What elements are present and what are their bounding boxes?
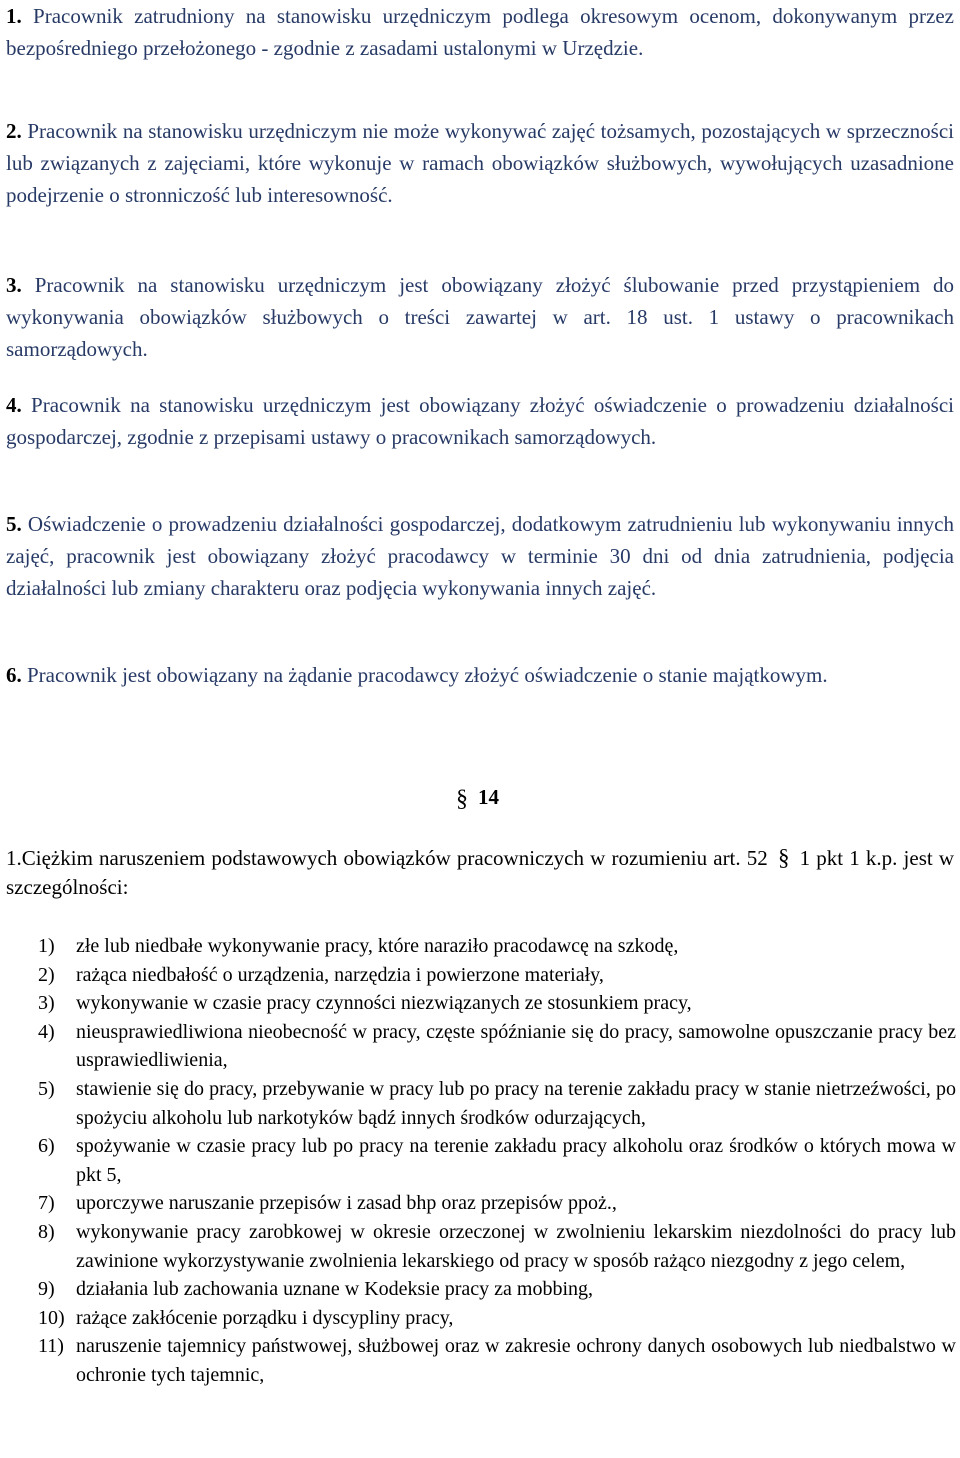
paragraph-number: 6. <box>6 663 22 687</box>
paragraph-text: Pracownik na stanowisku urzędniczym jest obowiązany złożyć oświadczenie o prowadzeniu działalności gospodarczej, zgodnie z przepisami ustawy o pracownikach samorządowych. <box>6 393 954 449</box>
list-item-number: 5) <box>38 1077 55 1100</box>
list-item-text: złe lub niedbałe wykonywanie pracy, które naraziło pracodawcę na szkodę, <box>76 935 679 957</box>
intro-text-after: 1 pkt 1 k.p. jest w szczególności: <box>6 846 955 899</box>
paragraph-3 <box>6 269 954 365</box>
list-item-number: 10) <box>38 1306 65 1329</box>
list-item-text: rażąca niedbałość o urządzenia, narzędzia i powierzone materiały, <box>76 963 604 986</box>
list-item-number: 6) <box>38 1135 55 1158</box>
list-item-number: 4) <box>38 1020 55 1043</box>
paragraph-6 <box>6 659 954 691</box>
list-item-number: 3) <box>38 992 55 1015</box>
list-item-text: nieusprawiedliwiona nieobecność w pracy, częste spóźnianie się do pracy, samowolne opuszczanie pracy bez usprawiedliwienia, <box>76 1020 956 1072</box>
list-item-number: 7) <box>38 1192 55 1215</box>
paragraph-text: Pracownik na stanowisku urzędniczym nie może wykonywać zajęć tożsamych, pozostających w sprzeczności lub związanych z zajęciami, które wykonuje w ramach obowiązków służbowych, wywołujących uzasadnione podejrzenie o stronniczość lub interesowność. <box>6 119 954 207</box>
list-item-number: 1) <box>38 935 55 957</box>
list-item-number: 8) <box>38 1220 55 1243</box>
list-item-text: działania lub zachowania uznane w Kodeksie pracy za mobbing, <box>76 1278 594 1301</box>
list-item <box>6 1189 956 1218</box>
paragraph-4 <box>6 389 954 453</box>
section-heading <box>456 785 499 813</box>
list-item-number: 2) <box>38 963 55 986</box>
list-item-number: 9) <box>38 1278 55 1301</box>
list-item <box>6 1304 956 1333</box>
section-intro <box>6 843 954 902</box>
list-item-text: stawienie się do pracy, przebywanie w pracy lub po pracy na terenie zakładu pracy w stanie nietrzeźwości, po spożyciu alkoholu lub narkotyków bądź innych środków odurzających, <box>76 1077 956 1129</box>
paragraph-number: 3. <box>6 273 22 297</box>
section-number: 14 <box>478 785 499 809</box>
paragraph-number: 2. <box>6 119 22 143</box>
intro-section-sign: § <box>777 845 790 870</box>
list-item-text: spożywanie w czasie pracy lub po pracy na terenie zakładu pracy alkoholu oraz środków o których mowa w pkt 5, <box>76 1135 956 1186</box>
list-item <box>6 1218 956 1275</box>
list-item-text: wykonywanie w czasie pracy czynności niezwiązanych ze stosunkiem pracy, <box>76 992 692 1015</box>
paragraph-number: 1. <box>6 4 22 28</box>
list-item <box>6 1075 956 1132</box>
list-item-text: uporczywe naruszanie przepisów i zasad bhp oraz przepisów ppoż., <box>76 1192 617 1215</box>
paragraph-text: Pracownik zatrudniony na stanowisku urzędniczym podlega okresowym ocenom, dokonywanym przez bezpośredniego przełożonego - zgodnie z zasadami ustalonymi w Urzędzie. <box>6 4 954 60</box>
list-item-text: rażące zakłócenie porządku i dyscypliny pracy, <box>76 1306 454 1329</box>
paragraph-2 <box>6 115 954 211</box>
list-item <box>6 932 956 961</box>
intro-text-before: 1.Ciężkim naruszeniem podstawowych obowiązków pracowniczych w rozumieniu art. 52 <box>6 846 768 870</box>
list-item <box>6 1018 956 1075</box>
list-item <box>6 961 956 990</box>
paragraph-text: Pracownik na stanowisku urzędniczym jest obowiązany złożyć ślubowanie przed przystąpieniem do wykonywania obowiązków służbowych o treści zawartej w art. 18 ust. 1 ustawy o pracownikach samorządowych. <box>6 273 955 361</box>
violations-list <box>6 932 956 1390</box>
paragraph-number: 5. <box>6 512 22 536</box>
paragraph-text: Pracownik jest obowiązany na żądanie pracodawcy złożyć oświadczenie o stanie majątkowym. <box>27 663 828 687</box>
list-item <box>6 989 956 1018</box>
list-item-number: 11) <box>38 1335 64 1358</box>
paragraph-1 <box>6 0 954 64</box>
list-item <box>6 1132 956 1189</box>
paragraph-text: Oświadczenie o prowadzeniu działalności gospodarczej, dodatkowym zatrudnieniu lub wykonywaniu innych zajęć, pracownik jest obowiązany złożyć pracodawcy w terminie 30 dni od dnia zatrudnienia, podjęcia działalności lub zmiany charakteru oraz podjęcia wykonywania innych zajęć. <box>6 512 955 600</box>
paragraph-number: 4. <box>6 393 22 417</box>
list-item-text: naruszenie tajemnicy państwowej, służbowej oraz w zakresie ochrony danych osobowych lub niedbalstwo w ochronie tych tajemnic, <box>76 1335 956 1386</box>
paragraph-5 <box>6 508 954 604</box>
list-item <box>6 1332 956 1389</box>
section-sign: § <box>456 786 468 812</box>
list-item-text: wykonywanie pracy zarobkowej w okresie orzeczonej w zwolnieniu lekarskim niezdolności do pracy lub zawinione wykorzystywanie zwolnienia lekarskiego od pracy w sposób rażąco niezgodny z jego celem, <box>76 1220 956 1272</box>
list-item <box>6 1275 956 1304</box>
